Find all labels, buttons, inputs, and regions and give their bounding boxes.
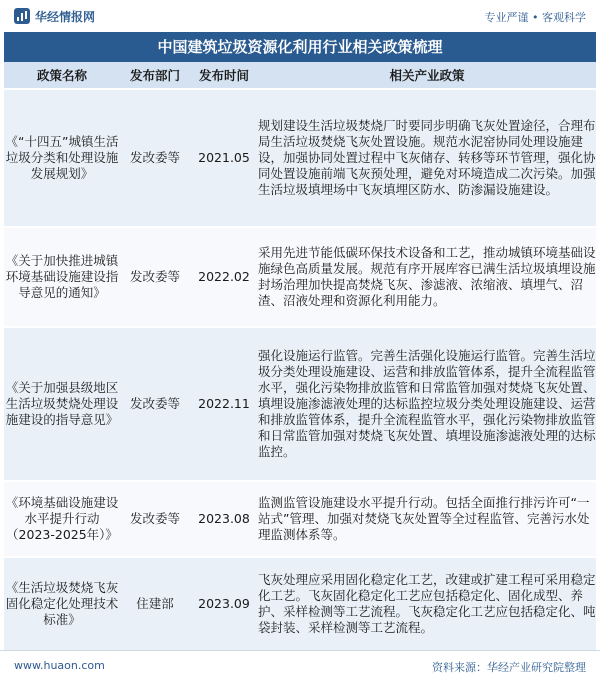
table-row bbox=[4, 327, 596, 481]
issue-date: 2022.11 bbox=[190, 327, 258, 481]
data-source: 资料来源：华经产业研究院整理 bbox=[432, 661, 586, 674]
policy-content: 强化设施运行监管。完善生活强化设施运行监管。完善生活垃圾分类处理设施建设、运营和排放监管体系，提升全流程监管水平，强化污染物排放监管和日常监管加强对焚烧飞灰处置、填埋设施渗滤液处理的达标监控垃圾分类处理设施建设、运营和排放监管体系，提升全流程监管水平，强化污染物排放监管和日常监管加强对焚烧飞灰处置、填埋设施渗滤液处理的达标监控。 bbox=[258, 327, 596, 481]
column-header-name: 政策名称 bbox=[4, 62, 120, 89]
policy-content: 监测监管设施建设水平提升行动。包括全面推行排污许可“一站式”管理、加强对焚烧飞灰处置等全过程监管、完善污水处理监测体系等。 bbox=[258, 481, 596, 557]
issuing-department: 住建部 bbox=[120, 557, 190, 651]
policy-content: 规划建设生活垃圾焚烧厂时要同步明确飞灰处置途径，合理布局生活垃圾焚烧飞灰处置设施。规范水泥窑协同处理设施建设，加强协同处置过程中飞灰储存、转移等环节管理，强化协同处置设施前端飞灰预处理，避免对环境造成二次污染。加强生活垃圾填埋场中飞灰填埋区防水、防渗漏设施建设。 bbox=[258, 89, 596, 227]
column-header-policy: 相关产业政策 bbox=[258, 62, 596, 89]
policy-name: 《生活垃圾焚烧飞灰固化稳定化处理技术标准》 bbox=[4, 557, 120, 651]
issue-date: 2022.02 bbox=[190, 227, 258, 327]
table-row bbox=[4, 481, 596, 557]
policy-content: 飞灰处理应采用固化稳定化工艺，改建或扩建工程可采用稳定化工艺。飞灰固化稳定化工艺应包括稳定化、固化成型、养护、采样检测等工艺流程。飞灰稳定化工艺应包括稳定化、吨袋封装、采样检测等工艺流程。 bbox=[258, 557, 596, 651]
table-row bbox=[4, 557, 596, 651]
policy-table bbox=[4, 62, 596, 652]
table-row bbox=[4, 89, 596, 227]
policy-name: 《关于加强县级地区生活垃圾焚烧处理设施建设的指导意见》 bbox=[4, 327, 120, 481]
column-header-dept: 发布部门 bbox=[120, 62, 190, 89]
logo-text: 华经情报网 bbox=[35, 9, 96, 24]
issue-date: 2021.05 bbox=[190, 89, 258, 227]
policy-content: 采用先进节能低碳环保技术设备和工艺，推动城镇环境基础设施绿色高质量发展。规范有序开展库容已满生活垃圾填埋设施封场治理加快提高焚烧飞灰、渗滤液、浓缩液、填埋气、沼渣、沼液处理和资源化利用能力。 bbox=[258, 227, 596, 327]
table-row bbox=[4, 227, 596, 327]
site-url[interactable]: www.huaon.com bbox=[14, 659, 105, 672]
page-title: 中国建筑垃圾资源化利用行业相关政策梳理 bbox=[4, 32, 596, 62]
brand-logo[interactable] bbox=[14, 7, 95, 25]
issuing-department: 发改委等 bbox=[120, 227, 190, 327]
policy-name: 《环境基础设施建设水平提升行动（2023-2025年）》 bbox=[4, 481, 120, 557]
top-bar bbox=[0, 0, 600, 32]
issue-date: 2023.08 bbox=[190, 481, 258, 557]
issuing-department: 发改委等 bbox=[120, 89, 190, 227]
issue-date: 2023.09 bbox=[190, 557, 258, 651]
policy-name: 《“十四五”城镇生活垃圾分类和处理设施发展规划》 bbox=[4, 89, 120, 227]
column-header-date: 发布时间 bbox=[190, 62, 258, 89]
policy-name: 《关于加快推进城镇环境基础设施建设指导意见的通知》 bbox=[4, 227, 120, 327]
issuing-department: 发改委等 bbox=[120, 481, 190, 557]
footer bbox=[0, 650, 600, 681]
bar-chart-icon bbox=[14, 8, 30, 24]
table-header-row bbox=[4, 62, 596, 89]
issuing-department: 发改委等 bbox=[120, 327, 190, 481]
slogan: 专业严谨 • 客观科学 bbox=[484, 11, 586, 24]
